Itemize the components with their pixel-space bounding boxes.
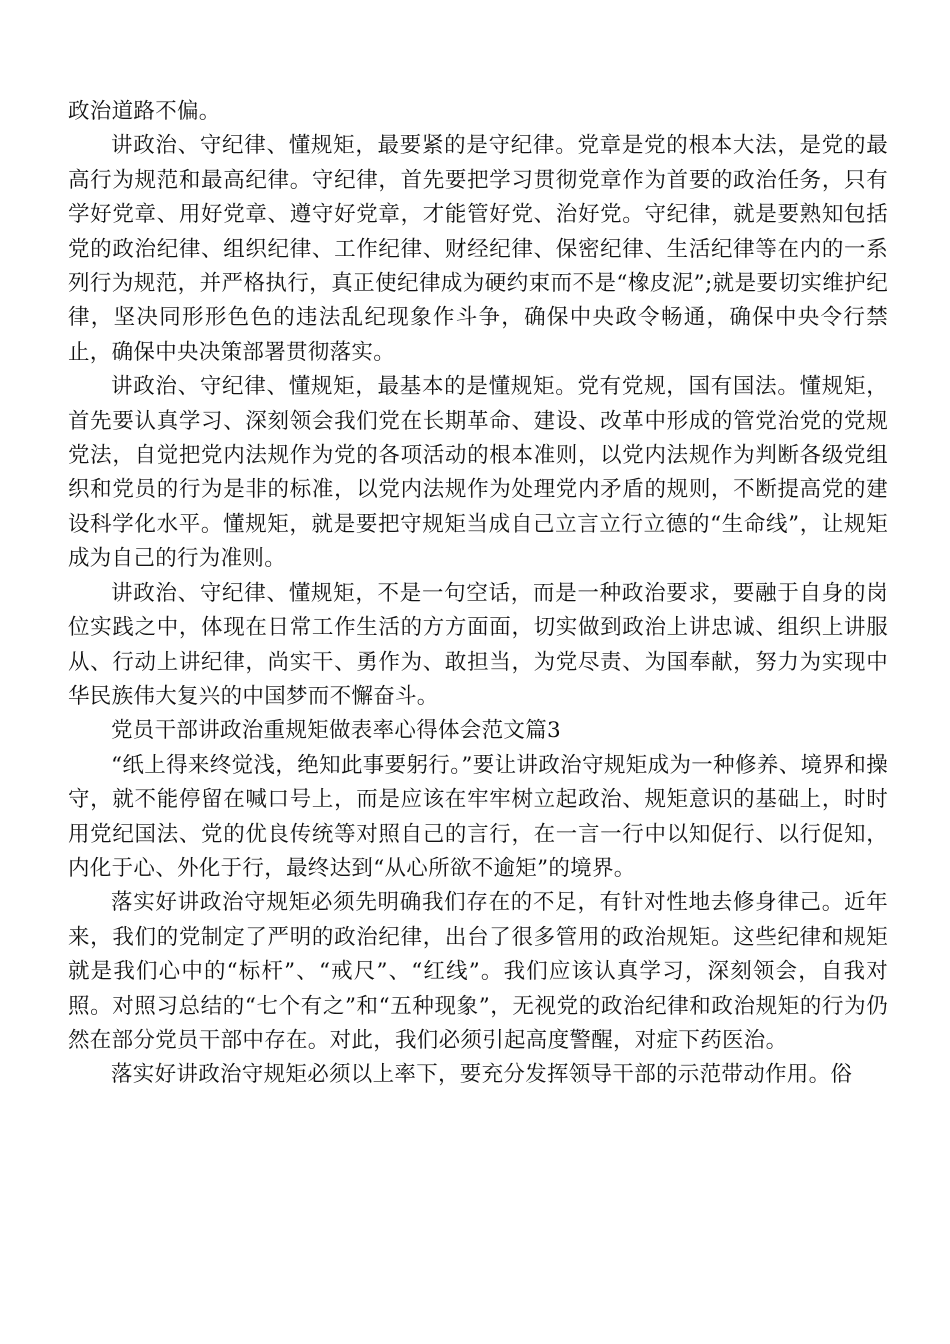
paragraph-leadership: 落实好讲政治守规矩必须以上率下，要充分发挥领导干部的示范带动作用。俗 bbox=[111, 1062, 853, 1088]
paragraph-shortcomings: 落实好讲政治守规矩必须先明确我们存在的不足，有针对性地去修身律己。近年来，我们的党制定了严明的政治纪律，出台了很多管用的政治规矩。这些纪律和规矩就是我们心中的“标杆”、“戒尺”、“红线”。我们应该认真学习，深刻领会，自我对照。对照习总结的“七个有之”和“五种现象”，无视党的政治纪律和政治规矩的行为仍然在部分党员干部中存在。对此，我们必须引起高度警醒，对症下药医治。 bbox=[68, 890, 888, 1053]
paragraph-requirement: 讲政治、守纪律、懂规矩，不是一句空话，而是一种政治要求，要融于自身的岗位实践之中，体现在日常工作生活的方方面面，切实做到政治上讲忠诚、组织上讲服从、行动上讲纪律，尚实干、勇作为、敢担当，为党尽责、为国奉献，努力为实现中华民族伟大复兴的中国梦而不懈奋斗。 bbox=[68, 580, 888, 709]
paragraph-discipline: 讲政治、守纪律、懂规矩，最要紧的是守纪律。党章是党的根本大法，是党的最高行为规范和最高纪律。守纪律，首先要把学习贯彻党章作为首要的政治任务，只有学好党章、用好党章、遵守好党章，才能管好党、治好党。守纪律，就是要熟知包括党的政治纪律、组织纪律、工作纪律、财经纪律、保密纪律、生活纪律等在内的一系列行为规范，并严格执行，真正使纪律成为硬约束而不是“橡皮泥”;就是要切实维护纪律，坚决同形形色色的违法乱纪现象作斗争，确保中央政令畅通，确保中央令行禁止，确保中央决策部署贯彻落实。 bbox=[68, 133, 888, 365]
paragraph-rules: 讲政治、守纪律、懂规矩，最基本的是懂规矩。党有党规，国有国法。懂规矩，首先要认真学习、深刻领会我们党在长期革命、建设、改革中形成的管党治党的党规党法，自觉把党内法规作为党的各项活动的根本准则，以党内法规作为判断各级党组织和党员的行为是非的标准，以党内法规作为处理党内矛盾的规则，不断提高党的建设科学化水平。懂规矩，就是要把守规矩当成自己立言立行立德的“生命线”，让规矩成为自己的行为准则。 bbox=[68, 374, 888, 572]
section-heading: 党员干部讲政治重规矩做表率心得体会范文篇3 bbox=[111, 718, 561, 744]
paragraph-quote: “纸上得来终觉浅，绝知此事要躬行。”要让讲政治守规矩成为一种修养、境界和操守，就不能停留在喊口号上，而是应该在牢牢树立起政治、规矩意识的基础上，时时用党纪国法、党的优良传统等对照自己的言行，在一言一行中以知促行、以行促知，内化于心、外化于行，最终达到“从心所欲不逾矩”的境界。 bbox=[68, 752, 888, 881]
paragraph-continuation: 政治道路不偏。 bbox=[68, 99, 221, 124]
